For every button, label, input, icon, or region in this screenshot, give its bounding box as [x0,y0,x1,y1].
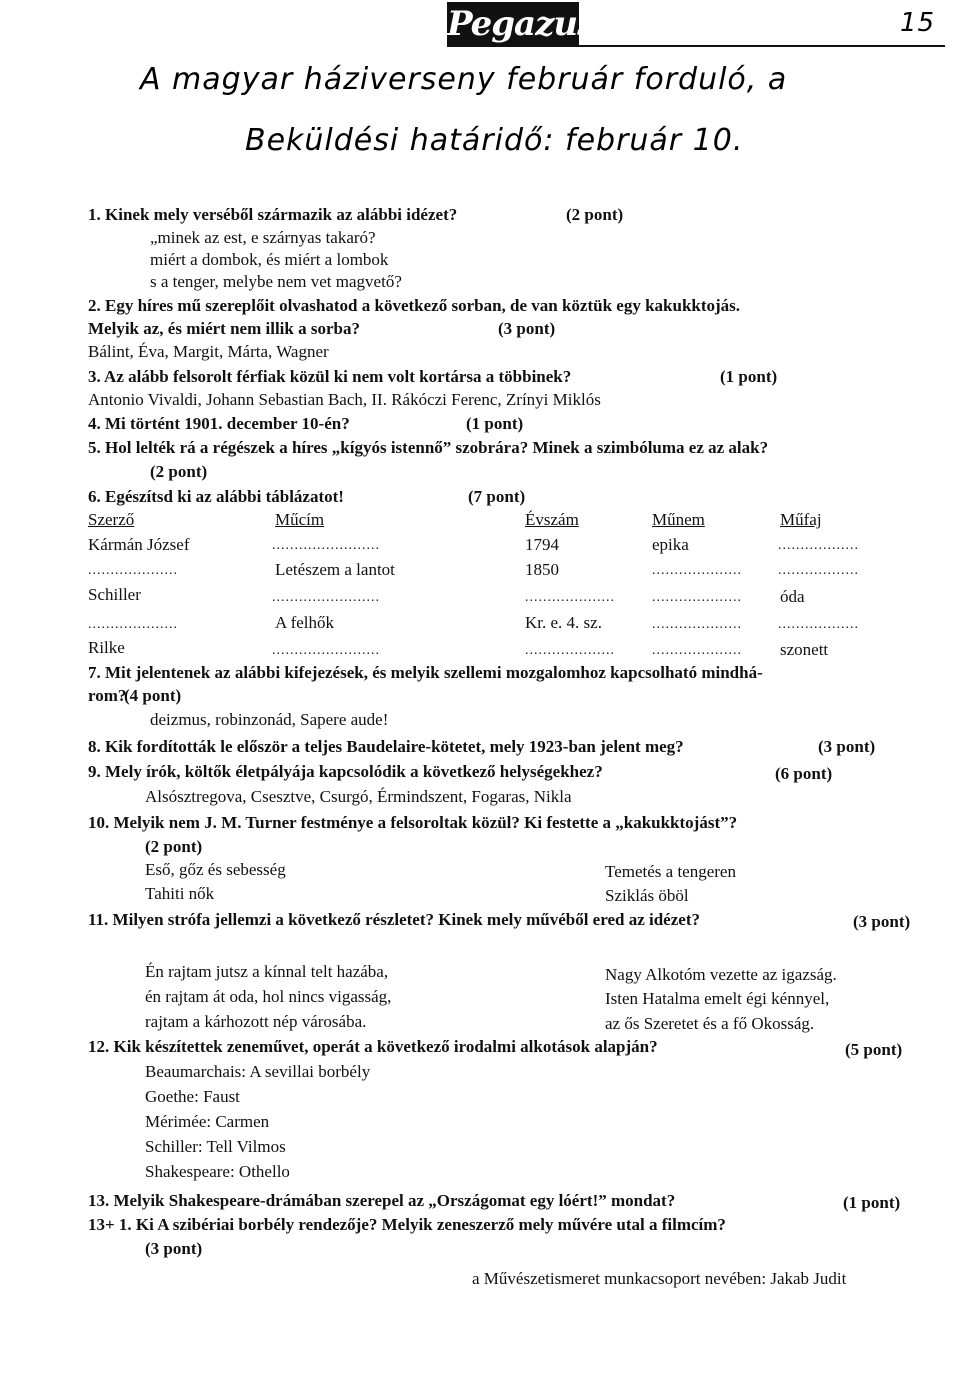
blank-field[interactable]: .................... [88,563,178,578]
table-header-title: Műcím [275,510,325,529]
blank-field[interactable]: .................... [652,643,742,658]
question-4-points: (1 pont) [466,414,524,433]
question-10: 10. Melyik nem J. M. Turner festménye a felsoroltak közül? Ki festette a „kakukktojást”? [88,813,738,832]
magazine-logo: Pegazus [447,4,596,44]
poem-line: rajtam a kárhozott nép városába. [145,1012,367,1031]
table-header-genre: Műfaj [780,510,822,529]
blank-field[interactable]: .................... [88,617,178,632]
page-number: 15 [900,8,936,38]
question-1-points: (2 pont) [566,205,624,224]
handwritten-title: A magyar háziverseny február forduló, a [140,62,788,97]
blank-field[interactable]: .................. [778,563,859,578]
question-7-points: (4 pont) [124,686,182,705]
question-5: 5. Hol lelték rá a régészek a híres „kígyós istennő” szobrára? Minek a szimbóluma ez az alak? [88,438,769,457]
handwritten-deadline: Beküldési határidő: február 10. [245,123,744,158]
table-header-genre-type: Műnem [652,510,705,529]
header-rule [447,45,945,47]
question-12: 12. Kik készítettek zeneművet, operát a következő irodalmi alkotások alapján? [88,1037,658,1056]
poem-line: Én rajtam jutsz a kínnal telt hazába, [145,962,389,981]
term-list: deizmus, robinzonád, Sapere aude! [150,710,389,729]
poem-line: Nagy Alkotóm vezette az igazság. [605,965,837,984]
question-4: 4. Mi történt 1901. december 10-én? [88,414,350,433]
quote-line: „minek az est, e szárnyas takaró? [150,228,376,247]
table-cell: Schiller [88,585,141,604]
question-13-points: (1 pont) [843,1193,901,1212]
work-line: Shakespeare: Othello [145,1162,290,1181]
place-list: Alsósztregova, Csesztve, Csurgó, Érmindszent, Fogaras, Nikla [145,787,572,806]
blank-field[interactable]: ........................ [272,590,380,605]
quote-line: miért a dombok, és miért a lombok [150,250,389,269]
question-8-points: (3 pont) [818,737,876,756]
blank-field[interactable]: .................. [778,538,859,553]
poem-line: Isten Hatalma emelt égi kénnyel, [605,989,830,1008]
blank-field[interactable]: ........................ [272,538,380,553]
table-cell: Kármán József [88,535,190,554]
blank-field[interactable]: .................... [525,643,615,658]
table-header-year: Évszám [525,510,579,529]
question-12-points: (5 pont) [845,1040,903,1059]
question-9: 9. Mely írók, költők életpályája kapcsolódik a következő helységekhez? [88,762,603,781]
question-13-plus: 13+ 1. Ki A szibériai borbély rendezője? Melyik zeneszerző mely művére utal a filmcím? [88,1215,726,1234]
table-cell: szonett [780,640,829,659]
question-3-points: (1 pont) [720,367,778,386]
signature: a Művészetismeret munkacsoport nevében: Jakab Judit [472,1269,847,1288]
work-line: Mérimée: Carmen [145,1112,270,1131]
table-cell: óda [780,587,805,606]
blank-field[interactable]: .................... [525,590,615,605]
painting-title: Eső, gőz és sebesség [145,860,286,879]
blank-field[interactable]: .................... [652,590,742,605]
question-2-points: (3 pont) [498,319,556,338]
work-line: Goethe: Faust [145,1087,240,1106]
poem-line: én rajtam át oda, hol nincs vigasság, [145,987,392,1006]
table-cell: Rilke [88,638,125,657]
table-cell: 1850 [525,560,559,579]
question-5-points: (2 pont) [150,462,208,481]
work-line: Beaumarchais: A sevillai borbély [145,1062,371,1081]
painting-title: Tahiti nők [145,884,215,903]
question-2-line2: Melyik az, és miért nem illik a sorba? [88,319,360,338]
question-13: 13. Melyik Shakespeare-drámában szerepel az „Országomat egy lóért!” mondat? [88,1191,676,1210]
painting-title: Sziklás öböl [605,886,689,905]
blank-field[interactable]: ........................ [272,643,380,658]
question-9-points: (6 pont) [775,764,833,783]
name-list: Antonio Vivaldi, Johann Sebastian Bach, II. Rákóczi Ferenc, Zrínyi Miklós [88,390,601,409]
question-2: 2. Egy híres mű szereplőit olvashatod a következő sorban, de van köztük egy kakukktojás. [88,296,741,315]
name-list: Bálint, Éva, Margit, Márta, Wagner [88,342,329,361]
painting-title: Temetés a tengeren [605,862,736,881]
question-11: 11. Milyen strófa jellemzi a következő részletet? Kinek mely művéből ered az idézet? [88,910,700,929]
question-1: 1. Kinek mely verséből származik az alábbi idézet? [88,205,458,224]
question-7: 7. Mit jelentenek az alábbi kifejezések, és melyik szellemi mozgalomhoz kapcsolható mindhá- [88,663,763,682]
poem-line: az ős Szeretet és a fő Okosság. [605,1014,815,1033]
quote-line: s a tenger, melybe nem vet magvető? [150,272,402,291]
table-header-author: Szerző [88,510,135,529]
table-cell: 1794 [525,535,559,554]
blank-field[interactable]: .................... [652,563,742,578]
question-6: 6. Egészítsd ki az alábbi táblázatot! [88,487,344,506]
table-cell: Kr. e. 4. sz. [525,613,602,632]
question-3: 3. Az alább felsorolt férfiak közül ki nem volt kortársa a többinek? [88,367,572,386]
question-11-points: (3 pont) [853,912,911,931]
question-8: 8. Kik fordították le először a teljes Baudelaire-kötetet, mely 1923-ban jelent meg? [88,737,684,756]
question-7-line2: rom? [88,686,127,705]
blank-field[interactable]: .................... [652,617,742,632]
question-10-points: (2 pont) [145,837,203,856]
question-13-plus-points: (3 pont) [145,1239,203,1258]
table-cell: Letészem a lantot [275,560,395,579]
table-cell: A felhők [275,613,335,632]
table-cell: epika [652,535,689,554]
blank-field[interactable]: .................. [778,617,859,632]
work-line: Schiller: Tell Vilmos [145,1137,286,1156]
question-6-points: (7 pont) [468,487,526,506]
